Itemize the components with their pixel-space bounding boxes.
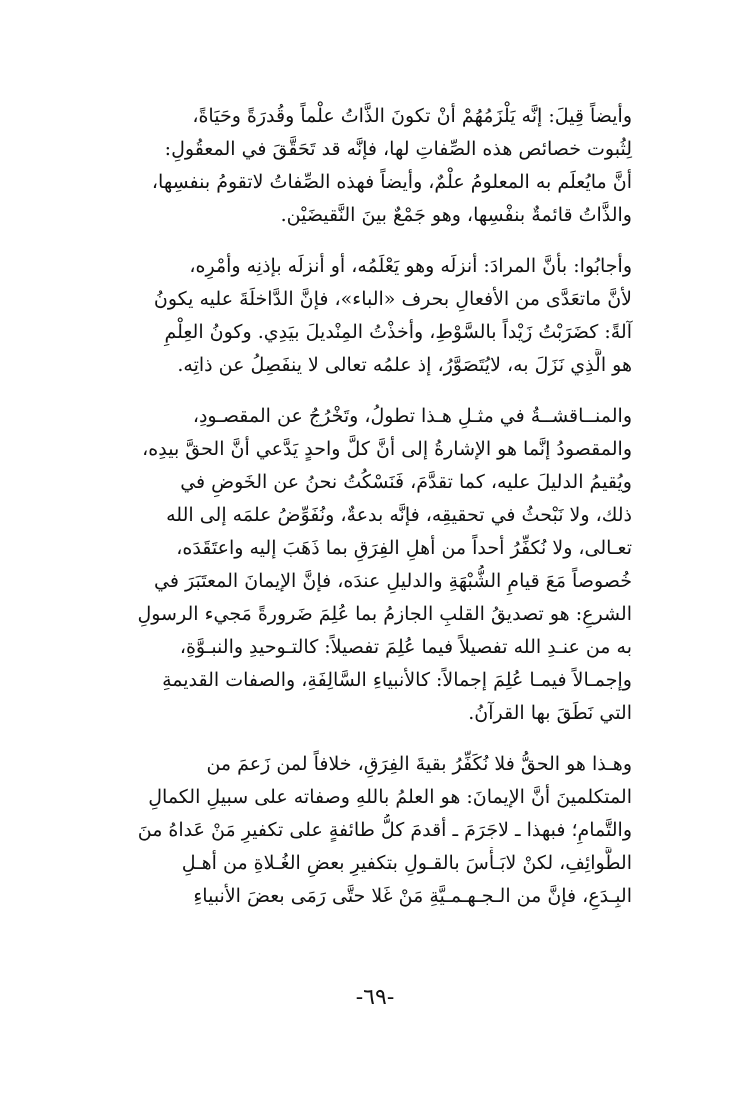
text-line: لأنَّ ماتعَدَّى من الأفعالِ بحرف «الباء»، فإنَّ الدَّاخلَةَ عليه يكونُ — [153, 288, 632, 310]
text-line: الشرعِ: هو تصديقُ القلبِ الجازمُ بما عُلِمَ ضَرورةً مَجيء الرسولِ — [137, 603, 632, 625]
text-line: ذلك، ولا نَبْحثُ في تحقيقِه، فإنَّه بدعةٌ، ونُفَوِّضُ علمَه إلى الله — [166, 504, 632, 526]
paragraph-3 — [118, 400, 660, 730]
paragraph-2 — [118, 250, 660, 382]
text-line: والمقصودُ إنَّما هو الإشارةُ إلى أنَّ كلَّ واحدٍ يَدَّعي أنَّ الحقَّ بيدِه، — [142, 438, 632, 460]
paragraph-1 — [118, 100, 660, 232]
text-line: آلةً: كضَرَبْتُ زَيْداً بالسَّوْطِ، وأخذْتُ المِنْديلَ بيَدِي. وكونُ العِلْمِ — [164, 321, 632, 343]
text-line: تعـالى، ولا نُكفِّرُ أحداً من أهلِ الفِرَقِ بما ذَهَبَ إليه واعتَقَدَه، — [176, 537, 632, 559]
text-line: وهـذا هو الحقُّ فلا نُكَفِّرُ بقيةَ الفِرَقِ، خلافاً لمن زَعمَ من — [206, 753, 632, 775]
text-line: والذَّاتُ قائمةٌ بنفْسِها، وهو جَمْعٌ بينَ النَّقيضَيْن. — [280, 204, 632, 226]
body-text — [118, 100, 660, 931]
text-line: وأيضاً قِيلَ: إنَّه يَلْزَمُهُمْ أنْ تكونَ الذَّاتُ علْماً وقُدرَةً وحَيَاةً، — [192, 105, 632, 127]
text-line: ويُقيمُ الدليلَ عليه، كما تقدَّمَ، فَنَسْكُتُ نحنُ عن الخَوضِ في — [180, 471, 632, 493]
text-line: والتَّمامِ؛ فبهذا ـ لاجَرَمَ ـ أقدمَ كلُّ طائفةٍ على تكفيرِ مَنْ عَداهُ منَ — [137, 819, 632, 841]
text-line: الطَّوائِفِ، لكنْ لابَـأْسَ بالقـولِ بتكفيرِ بعضِ الغُـلاةِ من أهـلِ — [181, 852, 632, 874]
text-line: المتكلمينَ أنَّ الإيمانَ: هو العلمُ باللهِ وصفاته على سبيلِ الكمالِ — [148, 786, 632, 808]
text-line: والمنــاقشــةُ في مثـلِ هـذا تطولُ، وتَخْرُجُ عن المقصـودِ، — [192, 405, 632, 427]
text-line: به من عنـدِ الله تفصيلاً فيما عُلِمَ تفصيلاً: كالتـوحيدِ والنبـوَّةِ، — [179, 636, 632, 658]
text-line: وإجمـالاً فيمـا عُلِمَ إجمالاً: كالأنبياءِ السَّالِفَةِ، والصفات القديمةِ — [162, 669, 632, 691]
page-number: -٦٩- — [355, 985, 395, 1010]
text-line: لِثُبوت خصائص هذه الصِّفاتِ لها، فإنَّه قد تَحَقَّقَ في المعقُولِ: — [164, 138, 632, 160]
text-line: التي نَطَقَ بها القرآنُ. — [468, 702, 632, 724]
text-line: أنَّ مايُعلَم به المعلومُ علْمٌ، وأيضاً فهذه الصِّفاتُ لاتقومُ بنفسِها، — [151, 171, 632, 193]
text-line: خُصوصاً مَعَ قيامِ الشُّبْهَةِ والدليلِ عندَه، فإنَّ الإيمانَ المعتَبَرَ في — [154, 570, 632, 592]
text-line: هو الَّذِي نَزَلَ به، لايُتَصَوَّرُ، إذ علمُه تعالى لا ينفَصِلُ عن ذاتِه. — [177, 354, 632, 376]
text-line: البِـدَعِ، فإنَّ من الـجـهـمـيَّةِ مَنْ غَلا حتَّى رَمَى بعضَ الأنبياءِ — [193, 885, 632, 907]
text-line: وأجابُوا: بأنَّ المرادَ: أنزلَه وهو يَعْلَمُه، أو أنزلَه بإذنِه وأمْرِه، — [189, 255, 632, 277]
paragraph-4 — [118, 748, 660, 913]
